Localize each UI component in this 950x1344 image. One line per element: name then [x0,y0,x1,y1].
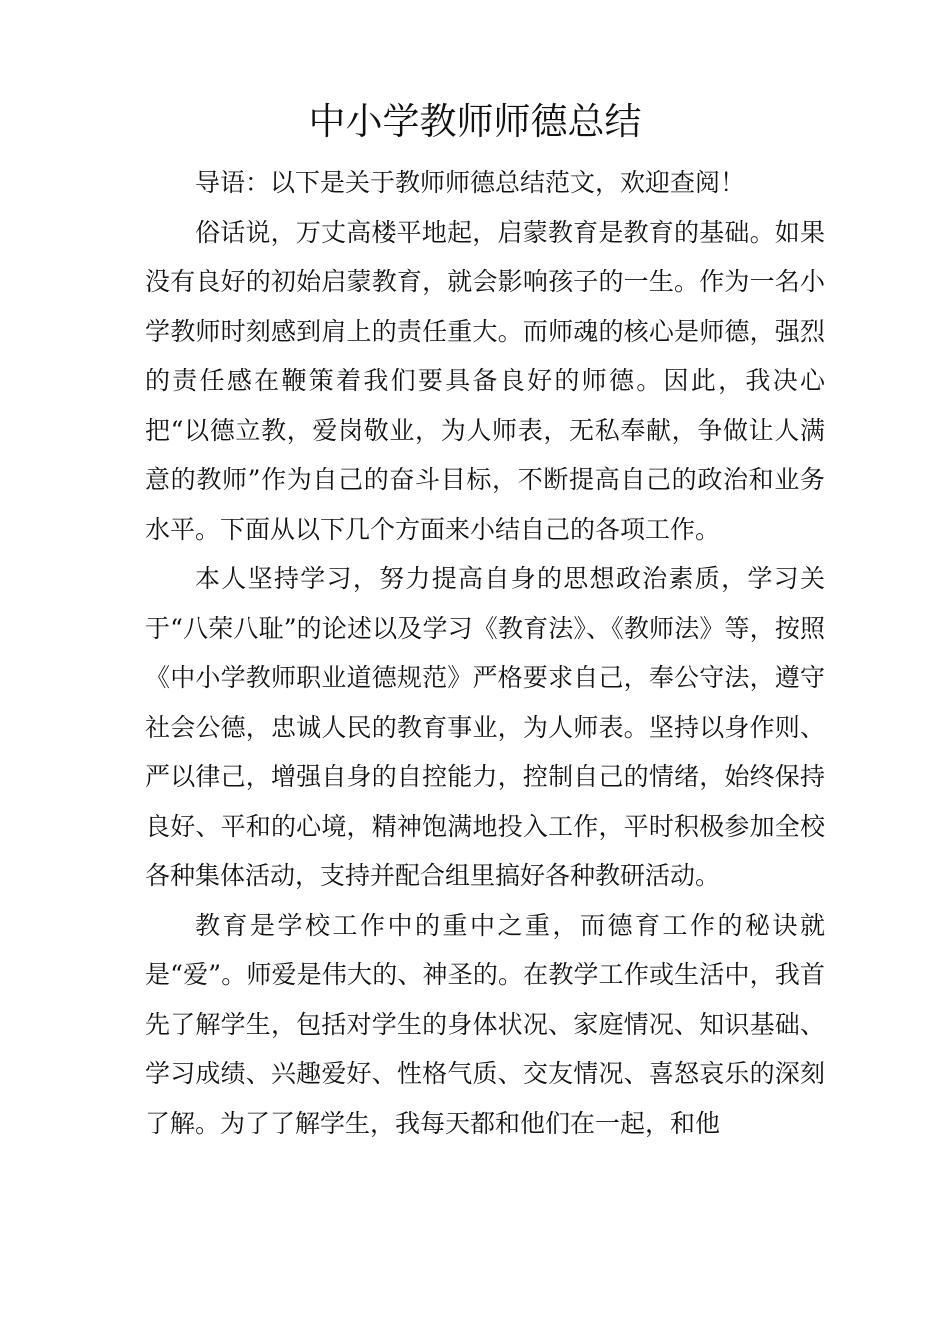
body-paragraph-1: 俗话说，万丈高楼平地起，启蒙教育是教育的基础。如果没有良好的初始启蒙教育，就会影响孩子的一生。作为一名小学教师时刻感到肩上的责任重大。而师魂的核心是师德，强烈的责任感在鞭策着我们要具备良好的师德。因此，我决心把“以德立教，爱岗敬业，为人师表，无私奉献，争做让人满意的教师”作为自己的奋斗目标，不断提高自己的政治和业务水平。下面从以下几个方面来小结自己的各项工作。 [145,217,825,544]
body-paragraph-2: 本人坚持学习，努力提高自身的思想政治素质，学习关于“八荣八耻”的论述以及学习《教育法》、《教师法》等，按照《中小学教师职业道德规范》严格要求自己，奉公守法，遵守社会公德，忠诚人民的教育事业，为人师表。坚持以身作则、严以律己，增强自身的自控能力，控制自己的情绪，始终保持良好、平和的心境，精神饱满地投入工作，平时积极参加全校各种集体活动，支持并配合组里搞好各种教研活动。 [145,564,825,890]
intro-paragraph: 导语：以下是关于教师师德总结范文，欢迎查阅！ [195,168,746,197]
document-body [145,158,825,1148]
body-paragraph-3: 教育是学校工作中的重中之重，而德育工作的秘诀就是“爱”。师爱是伟大的、神圣的。在教学工作或生活中，我首先了解学生，包括对学生的身体状况、家庭情况、知识基础、学习成绩、兴趣爱好、性格气质、交友情况、喜怒哀乐的深刻了解。为了了解学生，我每天都和他们在一起，和他 [145,910,825,1138]
document-title: 中小学教师师德总结 [308,100,642,143]
